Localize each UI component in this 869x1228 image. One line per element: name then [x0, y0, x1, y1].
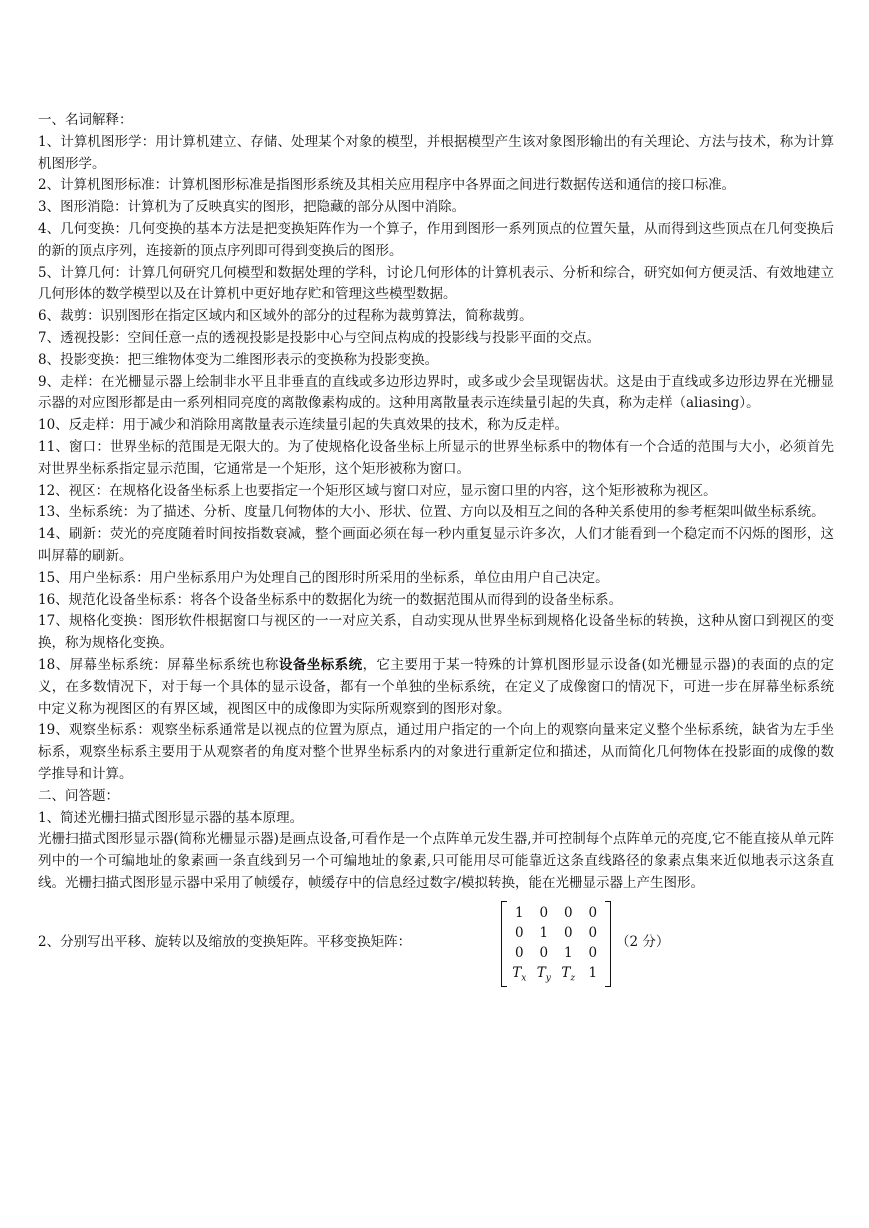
matrix-cell: $T_x$ [512, 964, 527, 984]
matrix-cell: 0 [514, 944, 524, 961]
definition-item: 7、透视投影：空间任意一点的透视投影是投影中心与空间点构成的投影线与投影平面的交点。 [38, 329, 601, 346]
matrix-cell: 0 [563, 924, 573, 941]
item18-post: ，它主要用于某一特殊的计算机图形显示设备(如光栅显示器)的表面的点的定义，在多数情况下，对于每一个具体的显示设备，都有一个单独的坐标系统，在定义了成像窗口的情况下，可进一步在屏幕坐标系统中定义称为视图区的有界区域，视图区中的成像即为实际所观察到的图形对象。 [38, 656, 834, 717]
matrix-cell: 0 [539, 904, 549, 921]
definition-item: 1、计算机图形学：用计算机建立、存储、处理某个对象的模型，并根据模型产生该对象图形输出的有关理论、方法与技术，称为计算机图形学。 [38, 133, 834, 172]
translation-matrix [501, 901, 611, 985]
matrix-cell: 0 [588, 924, 598, 941]
definition-item: 10、反走样：用于减少和消除用离散量表示连续量引起的失真效果的技术，称为反走样。 [38, 417, 569, 434]
matrix-cell: $T_y$ [536, 964, 551, 984]
definition-item: 13、坐标系统：为了描述、分析、度量几何物体的大小、形状、位置、方向以及相互之间的各种关系使用的参考框架叫做坐标系统。 [38, 504, 825, 521]
definition-item: 16、规范化设备坐标系：将各个设备坐标系中的数据化为统一的数据范围从而得到的设备坐标系。 [38, 591, 623, 608]
matrix-cell: 1 [588, 964, 598, 981]
definition-item-19: 19、观察坐标系：观察坐标系通常是以视点的位置为原点，通过用户指定的一个向上的观察向量来定义整个坐标系统，缺省为左手坐标系，观察坐标系主要用于从观察者的角度对整个世界坐标系内的对象进行重新定位和描述，从而简化几何物体在投影面的成像的数学推导和计算。 [38, 722, 834, 782]
matrix-cell: 0 [588, 944, 598, 961]
section1-heading: 一、名词解释： [38, 112, 133, 128]
matrix-cell: 1 [539, 924, 549, 941]
question-2: 2、分别写出平移、旋转以及缩放的变换矩阵。平移变换矩阵： [38, 933, 412, 950]
definition-item: 3、图形消隐：计算机为了反映真实的图形，把隐藏的部分从图中消除。 [38, 199, 466, 216]
definition-item: 17、规格化变换：图形软件根据窗口与视区的一一对应关系，自动实现从世界坐标到规格化设备坐标的转换，这种从窗口到视区的变换，称为规格化变换。 [38, 613, 834, 652]
definition-item: 5、计算几何：计算几何研究几何模型和数据处理的学科，讨论几何形体的计算机表示、分析和综合，研究如何方便灵活、有效地建立几何形体的数学模型以及在计算机中更好地存贮和管理这些模型数据。 [38, 264, 834, 303]
definition-item: 15、用户坐标系：用户坐标系用户为处理自己的图形时所采用的坐标系，单位由用户自己决定。 [38, 569, 609, 586]
document-body [38, 110, 834, 985]
matrix-cell: $T_z$ [561, 964, 576, 984]
matrix-grid [507, 903, 605, 983]
question-2-row [38, 901, 834, 985]
definition-item: 11、窗口：世界坐标的范围是无限大的。为了使规格化设备坐标上所显示的世界坐标系中的物体有一个合适的范围与大小，必须首先对世界坐标系指定显示范围，它通常是一个矩形，这个矩形被称为窗口。 [38, 438, 834, 477]
score-note: （2 分） [616, 933, 670, 950]
matrix-cell: 0 [588, 904, 598, 921]
definition-list [38, 132, 834, 655]
question-1: 1、简述光栅扫描式图形显示器的基本原理。 [38, 809, 304, 826]
definition-item: 14、刷新：荧光的亮度随着时间按指数衰减，整个画面必须在每一秒内重复显示许多次，人们才能看到一个稳定而不闪烁的图形，这叫屏幕的刷新。 [38, 526, 834, 564]
definition-item-18 [38, 655, 834, 720]
definition-item: 9、走样：在光栅显示器上绘制非水平且非垂直的直线或多边形边界时，或多或少会呈现锯齿状。这是由于直线或多边形边界在光栅显示器的对应图形都是由一系列相同亮度的离散像素构成的。这种用离散量表示连续量引起的失真，称为走样（aliasing）。 [38, 373, 834, 412]
section2-heading: 二、问答题： [38, 787, 119, 804]
definition-item: 2、计算机图形标准：计算机图形标准是指图形系统及其相关应用程序中各界面之间进行数据传送和通信的接口标准。 [38, 177, 736, 194]
definition-item: 6、裁剪：识别图形在指定区域内和区域外的部分的过程称为裁剪算法，简称裁剪。 [38, 308, 533, 325]
item18-bold-term: 设备坐标系统 [278, 656, 363, 673]
answer-1: 光栅扫描式图形显示器(简称光栅显示器)是画点设备,可看作是一个点阵单元发生器,并可控制每个点阵单元的亮度,它不能直接从单元阵列中的一个可编地址的象素画一条直线到另一个可编地址的象素,只可能用尽可能靠近这条直线路径的象素点集来近似地表示这条直线。光栅扫描式图形显示器中采用了帧缓存，帧缓存中的信息经过数字/模拟转换，能在光栅显示器上产生图形。 [38, 831, 834, 891]
matrix-cell: 0 [514, 924, 524, 941]
matrix-cell: 0 [539, 944, 549, 961]
item18-pre: 18、屏幕坐标系统：屏幕坐标系统也称 [38, 656, 279, 673]
definition-item: 12、视区：在规格化设备坐标系上也要指定一个矩形区域与窗口对应，显示窗口里的内容，这个矩形被称为视区。 [38, 482, 717, 499]
definition-item: 8、投影变换：把三维物体变为二维图形表示的变换称为投影变换。 [38, 351, 439, 368]
matrix-cell: 1 [514, 904, 524, 921]
definition-item: 4、几何变换：几何变换的基本方法是把变换矩阵作为一个算子，作用到图形一系列顶点的位置矢量，从而得到这些顶点在几何变换后的新的顶点序列，连接新的顶点序列即可得到变换后的图形。 [38, 220, 834, 259]
matrix-right-bracket [605, 901, 611, 987]
matrix-cell: 1 [563, 944, 573, 961]
matrix-cell: 0 [563, 904, 573, 921]
